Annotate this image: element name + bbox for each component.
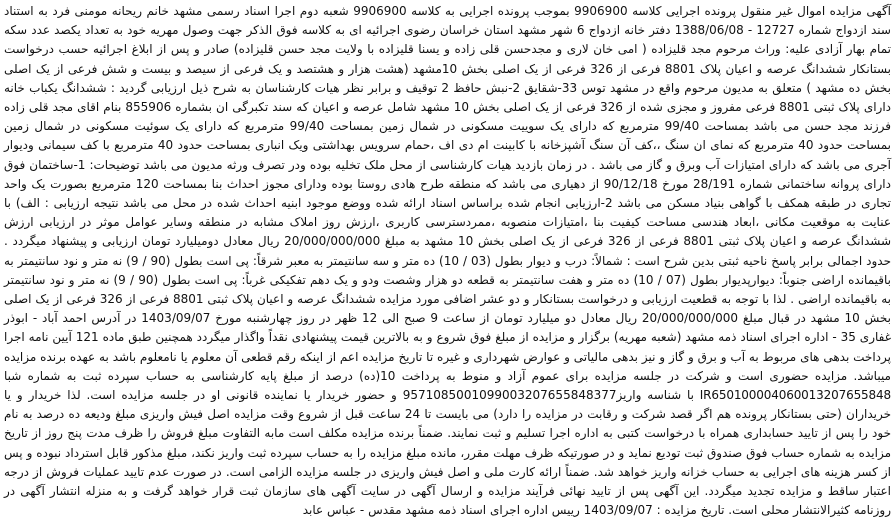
auction-notice-text: آگهی مزایده اموال غیر منقول پرونده اجرایی کلاسه 9906900 بموجب پرونده اجرایی به کلاسه 9906900 شعبه دوم اجرا اسناد رسمی مشهد خانم ریحانه مومنی فرد به استناد سند ازدواج شماره 12727 - 1388/06/08 دفتر خانه ازدواج 6 شهر مشهد استان خراسان رضوی اجرائیه ای به کلاسه فوق الذکر جهت وصول مهریه خود به تعداد یکصد عدد سکه تمام بهار آزادی علیه: وراث مرحوم مجد قلیزاده ( امی خان لاری و مجدحسن قلی زاده و یسنا قلیزاده با ولایت مجد حسن قلیزاده) صادر و پس از ابلاغ اجرائیه حسب درخواست بستانکار ششدانگ عرصه و اعیان پلاک 8801 فرعی از 326 فرعی از یک اصلی بخش 10مشهد (هشت هزار و هشتصد و یک فرعی از سیصد و بیست و شش فرعی از یک اصلی بخش ده مشهد ) متعلق به مدیون مرحوم واقع در مشهد توس 33-شقایق 2-نبش حافظ 2 توقیف و برابر نظر هیات کارشناسان به شرح ذیل ارزیابی گردید : ششدانگ یکباب خانه دارای پلاک ثبتی 8801 فرعی مفروز و مجزی شده از 326 فرعی از یک اصلی بخش 10 مشهد شامل عرصه و اعیان که سند تکبرگی ان بشماره 855906 بنام اقای مجد قلی زاده فرزند مجد حسن می باشد بمساحت 99/40 مترمربع که دارای یک سوییت مسکونی در شمال زمین بمساحت 99/40 مترمربع که دارای یک سوئیت مسکونی در شمال زمین بمساحت حدود 40 مترمربع که نمای ان سنگ ،،کف آن سنگ آشپزخانه با کابینت ام دی اف ،حمام سرویس بهداشتی ویک انباری بمساحت حدود 40 مترمربع با کف سیمانی ودیوار آجری می باشد که دارای امتیازات آب وبرق و گاز می باشد . در زمان بازدید هیات کارشناسی از محل ملک تخلیه بوده ودر تصرف ورثه مدیون می باشد توضیحات: 1-ساختمان فوق دارای پروانه ساختمانی شماره 28/191 مورخ 90/12/18 از دهیاری می باشد که منطقه طرح هادی روستا بوده ودارای مجوز احداث بنا بمساحت 120 مترمربع بصورت یک واحد تجاری در طبقه همکف با گواهی بنیاد مسکن می باشد 2-ارزیابی انجام شده براساس اسناد ارائه شده ووضع موجود ابنیه احداث شده در محل می باشد نتیجه ارزیابی : الف) با عنایت به موقعیت مکانی ،ابعاد هندسی مساحت کیفیت بنا ،امتیازات منصوبه ،ممردسترسی کاربری ،ارزش روز املاک مشابه در منطقه وسایر عوامل موثر در ارزیابی ارزش ششدانگ عرصه و اعیان پلاک ثبتی 8801 فرعی از 326 فرعی از یک اصلی بخش 10 مشهد به مبلغ 20/000/000/000 ریال معادل دومیلیارد تومان ارزیابی و پیشنهاد میگردد . حدود اجمالی برابر پاسخ ناحیه ثبتی بدین شرح است : شمالاً: درب و دیوار بطول (03 / 10) ده متر و سه سانتیمتر به معبر شرقاً: پی است بطول (90 / 9) نه متر و نود سانتیمتر به باقیمانده اراضی جنوباً: دیوارپدیوار بطول (07 / 10) ده متر و هفت سانتیمتر به قطعه دو هزار وشصت ودو و یک دهم تفکیکی غرباً: پی است بطول (90 / 9) نه متر و نود سانتیمتر به باقیمانده اراضی . لذا با توجه به قطعیت ارزیابی و درخواست بستانکار و دو عشر اضافی مورد مزایده ششدانگ عرصه و اعیان پلاک ثبتی 8801 فرعی از 326 فرعی از یک اصلی بخش 10 مشهد در قبال مبلغ 20/000/000/000 ریال معادل دو میلیارد تومان از ساعت 9 صبح الی 12 ظهر در روز چهارشنبه مورخ 1403/09/07 در آدرس احمد آباد - ابوذر غفاری 35 - اداره اجرای اسناد ذمه مشهد (شعبه مهریه) برگزار و مزایده از مبلغ فوق شروع و به بالاترین قیمت پیشنهادی نقداً واگذار میگردد همچنین طبق ماده 121 آیین نامه اجرا پرداخت بدهی های مربوط به آب و برق و گاز و نیز بدهی مالیاتی و عوارض شهرداری و غیره تا تاریخ مزایده اعم از اینکه رقم قطعی آن معلوم یا نامعلوم باشد به عهده برنده مزایده میباشد. مزایده حضوری است و شرکت در جلسه مزایده برای عموم آزاد و منوط به پرداخت 10(ده) درصد از مبلغ پایه کارشناسی به حساب سپرده ثبت به شماره شبا IR650100004060013207655848 با شناسه واریز9571085001099003207655848377 و حضور خریدار یا نماینده قانونی او در جلسه مزایده است. لذا خریدار و یا خریداران (حتی بستانکار پرونده هم اگر قصد شرکت و رقابت در مزایده را دارد) می بایست تا 24 ساعت قبل از شروع وقت مزایده اصل فیش واریزی مبلغ ودیعه ده درصد به نام خود را پس از تایید حسابداری همراه با درخواست کتبی به اداره اجرا تسلیم و ثبت نمایند. ضمناً برنده مزایده مکلف است مابه التفاوت مبلغ فروش را ظرف مدت پنج روز از تاریخ مزایده به شماره حساب فوق صندوق ثبت تودیع نماید و در صورتیکه ظرف مهلت مقرر، مانده مبلغ مزایده را به حساب سپرده ثبت واریز نکند، مبلغ مذکور قابل استرداد نبوده و پس از کسر هزینه های اجرایی به حساب خزانه واریز خواهد شد. ضمناً ارائه کارت ملی و اصل فیش واریزی در جلسه مزایده الزامی است. در صورت عدم تایید عملیات فروش از درجه اعتبار ساقط و مزایده تجدید میگردد. این آگهی پس از تایید نهائی فرآیند مزایده و ارسال آگهی در سایت آگهی های سازمان ثبت قرار خواهد گرفت و به منزله انتشار آگهی در روزنامه کثیرالانتشار محلی است. تاریخ مزایده : 1403/09/07 رییس اداره اجرای اسناد ذمه مشهد مقدس - عباس عابد <box>4 4 892 518</box>
